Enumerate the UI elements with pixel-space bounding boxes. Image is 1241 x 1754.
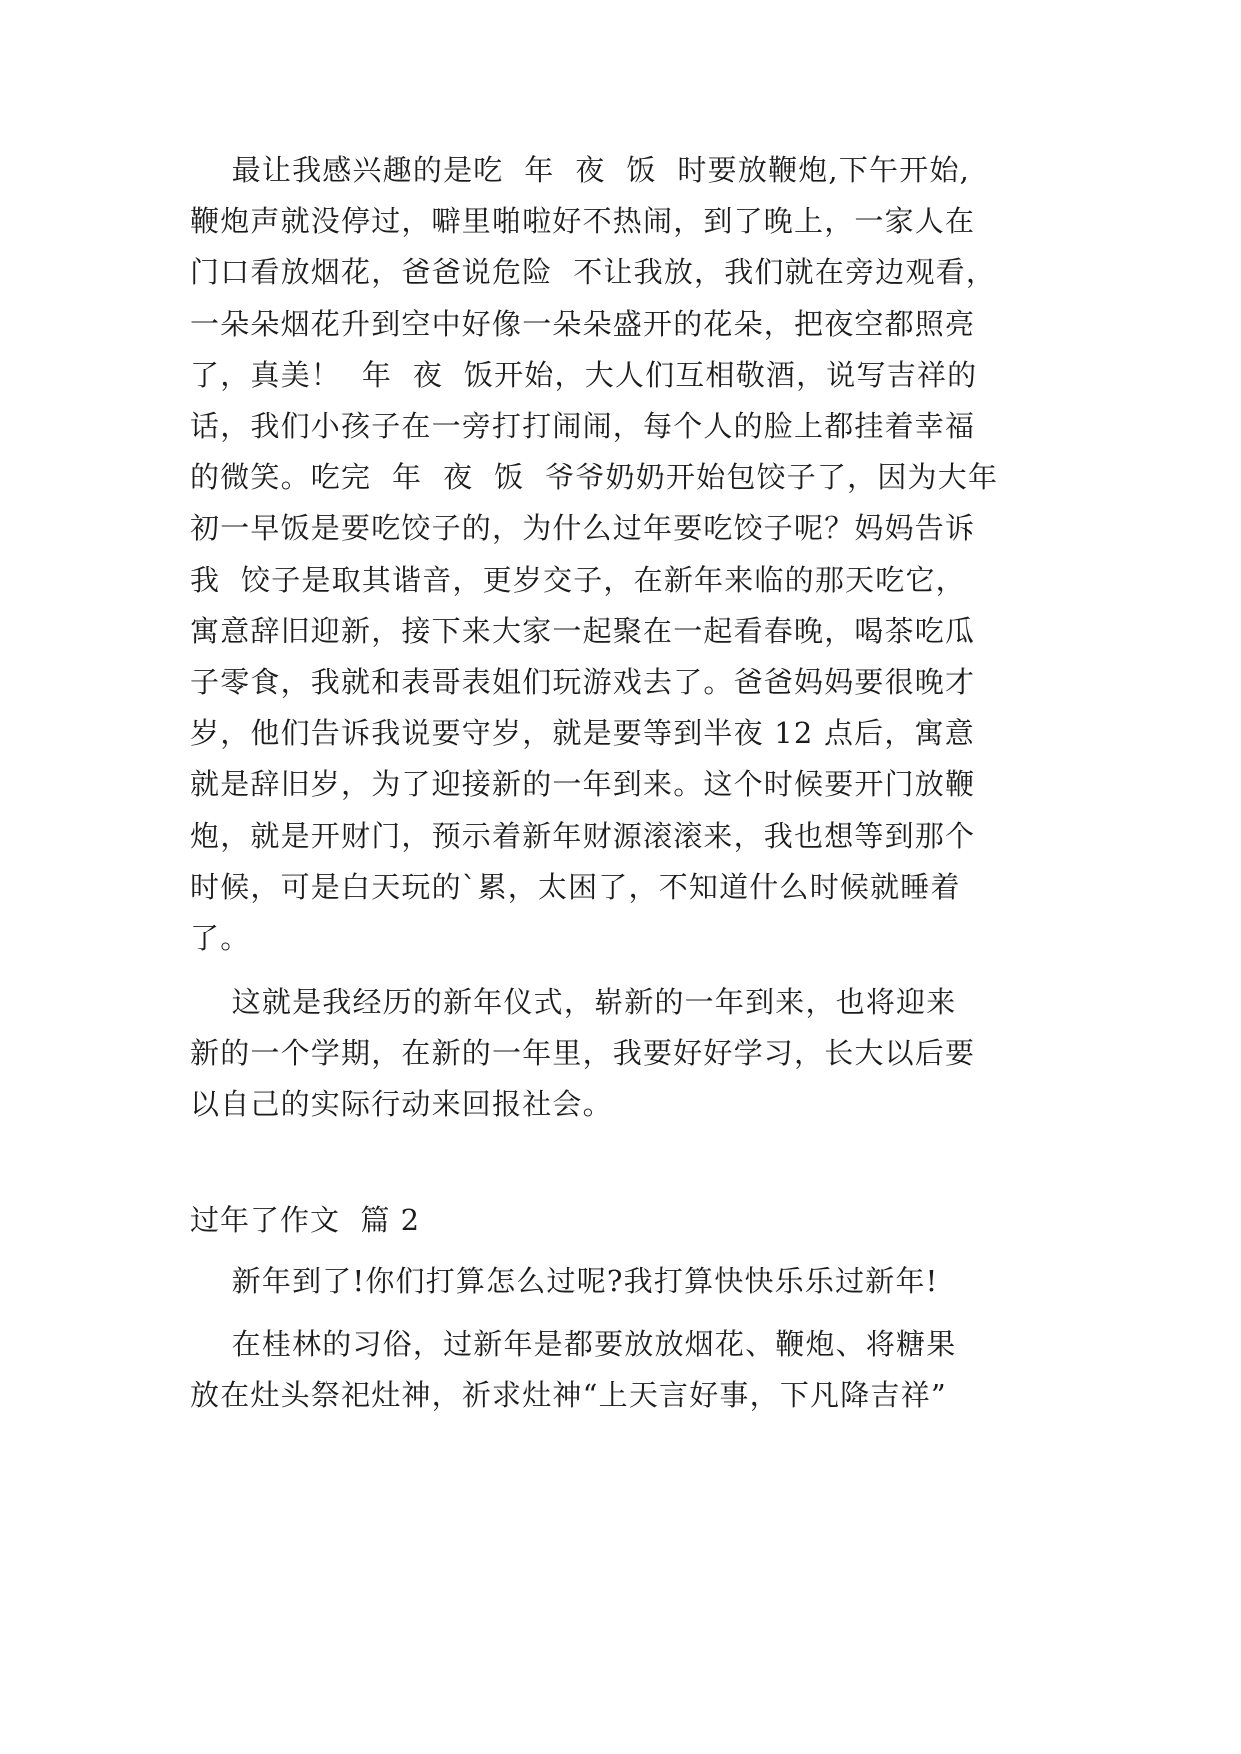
paragraph-2-line-2: 新的一个学期，在新的一年里，我要好好学习，长大以后要: [190, 1036, 976, 1070]
paragraph-4-line-1: 在桂林的习俗，过新年是都要放放烟花、鞭炮、将糖果: [190, 1327, 957, 1361]
paragraph-1-line-12: 岁，他们告诉我说要守岁，就是要等到半夜 12 点后，寓意: [190, 716, 975, 750]
section-heading: 过年了作文 篇 2: [190, 1203, 421, 1237]
paragraph-1-line-4: 一朵朵烟花升到空中好像一朵朵盛开的花朵，把夜空都照亮: [190, 307, 976, 341]
paragraph-1-line-14: 炮，就是开财门，预示着新年财源滚滚来，我也想等到那个: [190, 819, 976, 853]
paragraph-1-line-6: 话，我们小孩子在一旁打打闹闹，每个人的脸上都挂着幸福: [190, 409, 976, 443]
paragraph-1-line-16: 了。: [190, 921, 251, 955]
paragraph-1-line-5: 了，真美！ 年 夜 饭开始，大人们互相敬酒，说写吉祥的: [190, 358, 978, 392]
paragraph-3-line-1: 新年到了!你们打算怎么过呢?我打算快快乐乐过新年!: [190, 1264, 939, 1298]
paragraph-1-line-1: 最让我感兴趣的是吃 年 夜 饭 时要放鞭炮,下午开始,: [190, 153, 971, 187]
paragraph-1-line-8: 初一早饭是要吃饺子的，为什么过年要吃饺子呢？妈妈告诉: [190, 511, 976, 545]
paragraph-1-line-7: 的微笑。吃完 年 夜 饭 爷爷奶奶开始包饺子了，因为大年: [190, 460, 999, 494]
paragraph-2-line-3: 以自己的实际行动来回报社会。: [190, 1087, 613, 1121]
paragraph-1-line-11: 子零食，我就和表哥表姐们玩游戏去了。爸爸妈妈要很晚才: [190, 665, 976, 699]
paragraph-1-line-10: 寓意辞旧迎新，接下来大家一起聚在一起看春晚，喝茶吃瓜: [190, 614, 976, 648]
paragraph-2-line-1: 这就是我经历的新年仪式，崭新的一年到来，也将迎来: [190, 985, 957, 1019]
paragraph-1-line-15: 时候，可是白天玩的`累，太困了，不知道什么时候就睡着: [190, 870, 961, 904]
paragraph-1-line-2: 鞭炮声就没停过，噼里啪啦好不热闹，到了晚上，一家人在: [190, 204, 976, 238]
paragraph-1-line-13: 就是辞旧岁，为了迎接新的一年到来。这个时候要开门放鞭: [190, 767, 976, 801]
paragraph-1-line-3: 门口看放烟花，爸爸说危险 不让我放，我们就在旁边观看，: [190, 255, 997, 289]
paragraph-4-line-2: 放在灶头祭祀灶神，祈求灶神“上天言好事，下凡降吉祥”: [190, 1378, 947, 1412]
paragraph-1-line-9: 我 饺子是取其谐音，更岁交子，在新年来临的那天吃它，: [190, 563, 966, 597]
